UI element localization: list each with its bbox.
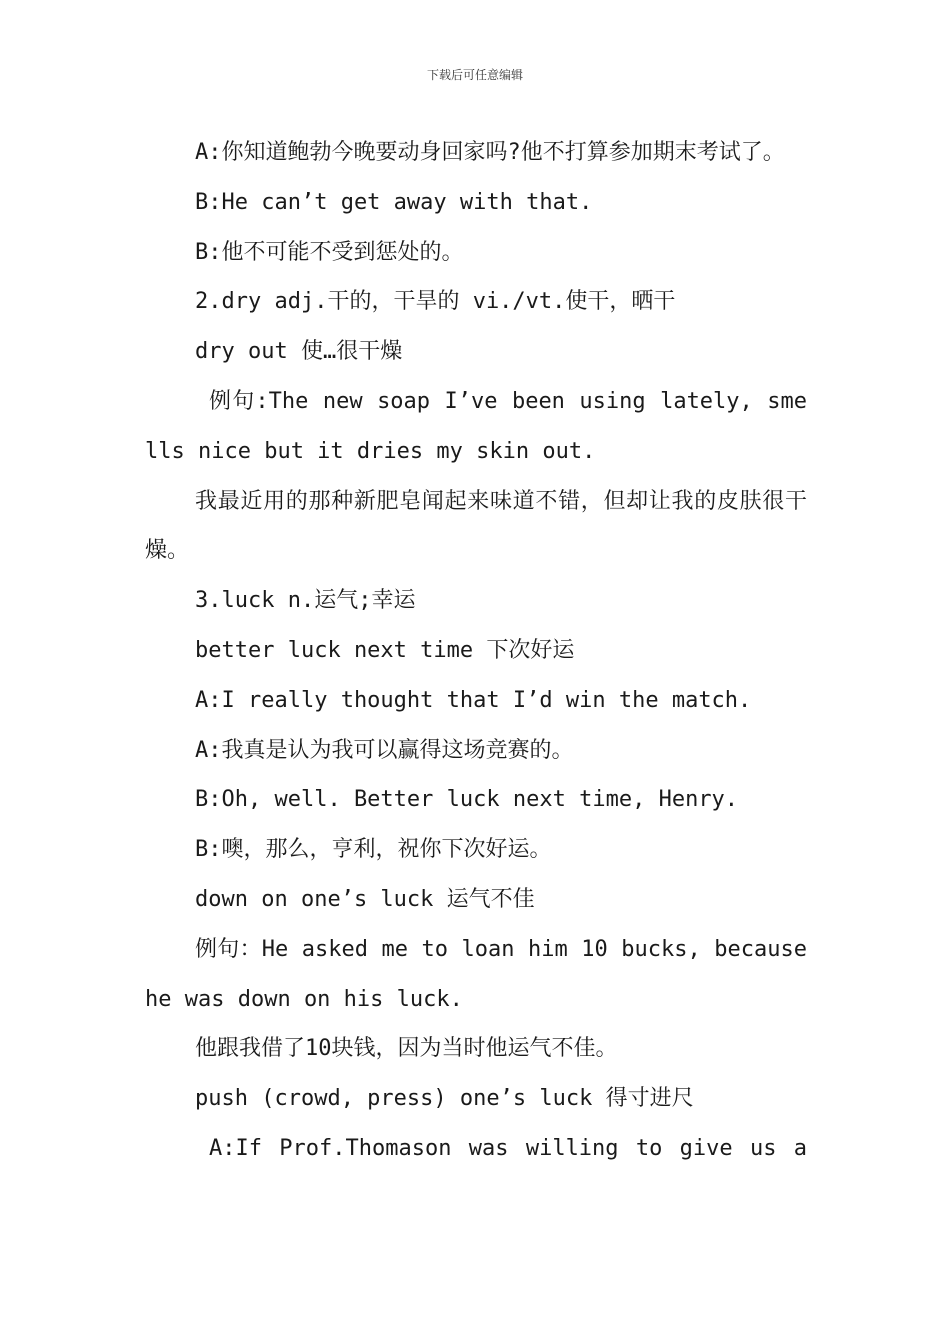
document-body <box>145 128 807 1174</box>
paragraph-phrase-better-luck: better luck next time 下次好运 <box>195 637 575 663</box>
paragraph-dialogue-a-match-en: A:I really thought that I’d win the match. <box>195 687 752 713</box>
paragraph-dialogue-a-match-zh: A:我真是认为我可以赢得这场竞赛的。 <box>195 737 574 763</box>
paragraph-dialogue-b-zh: B:他不可能不受到惩处的。 <box>195 239 464 265</box>
paragraph-vocab-dry: 2.dry adj.干的，干旱的 vi./vt.使干，晒干 <box>195 289 676 315</box>
paragraph-phrase-dry-out: dry out 使…很干燥 <box>195 339 403 365</box>
paragraph-dialogue-b-henry-en: B:Oh, well. Better luck next time, Henry. <box>195 787 739 813</box>
paragraph-example-bucks: 例句：He asked me to loan him 10 bucks, because he was down on his luck. <box>145 936 807 1012</box>
paragraph-vocab-luck: 3.luck n.运气;幸运 <box>195 588 416 614</box>
paragraph-example-soap-zh: 我最近用的那种新肥皂闻起来味道不错，但却让我的皮肤很干燥。 <box>145 488 807 564</box>
paragraph-example-soap: 例句:The new soap I’ve been using lately, smells nice but it dries my skin out. <box>145 388 807 464</box>
paragraph-dialogue-a-bob: A:你知道鲍勃今晚要动身回家吗?他不打算参加期末考试了。 <box>195 140 785 165</box>
paragraph-example-bucks-zh: 他跟我借了10块钱，因为当时他运气不佳。 <box>195 1036 618 1062</box>
page-header: 下载后可任意编辑 <box>426 68 523 82</box>
paragraph-phrase-push-luck: push (crowd, press) one’s luck 得寸进尺 <box>195 1086 694 1112</box>
paragraph-dialogue-a-thomason: A:If Prof.Thomason was willing to give us a <box>209 1135 807 1161</box>
paragraph-dialogue-b-en: B:He can’t get away with that. <box>195 189 593 215</box>
paragraph-phrase-down-on-luck: down on one’s luck 运气不佳 <box>195 886 535 912</box>
paragraph-dialogue-b-henry-zh: B:噢，那么，亨利，祝你下次好运。 <box>195 837 552 863</box>
